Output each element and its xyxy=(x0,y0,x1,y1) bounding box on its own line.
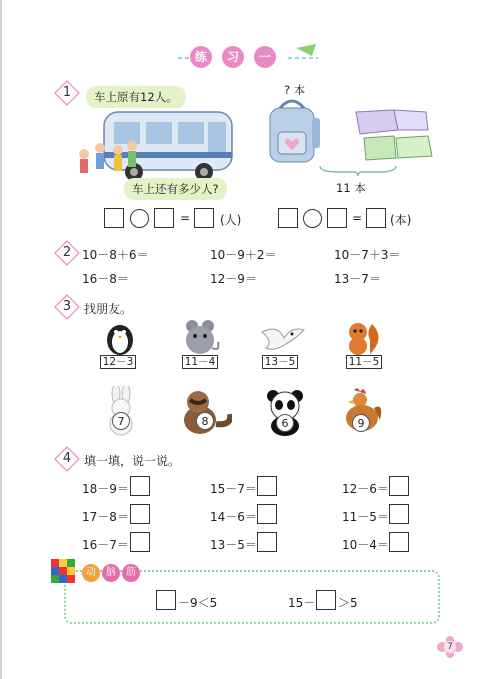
exercise-title xyxy=(190,46,276,68)
operator-circle[interactable] xyxy=(130,209,149,228)
rubiks-cube-icon xyxy=(50,558,76,584)
answer-box[interactable] xyxy=(257,504,277,524)
fill-item: 15－7＝ xyxy=(210,482,257,496)
unit-people: (人) xyxy=(220,213,242,227)
equals-sign: = xyxy=(352,211,363,225)
fill-item: 13－5＝ xyxy=(210,538,257,552)
label-char: 脑 xyxy=(102,564,120,582)
squirrel-icon xyxy=(342,318,384,356)
equation-card[interactable]: 11－4 xyxy=(182,355,218,369)
title-char: 习 xyxy=(222,46,244,68)
inequality-expr: 15－ xyxy=(288,596,316,610)
answer-badge[interactable]: 8 xyxy=(196,412,214,430)
answer-box[interactable] xyxy=(156,590,176,610)
fill-item: 14－6＝ xyxy=(210,510,257,524)
page-number: 7 xyxy=(447,642,453,652)
answer-box[interactable] xyxy=(257,532,277,552)
penguin-icon xyxy=(102,320,138,356)
answer-box[interactable] xyxy=(389,532,409,552)
answer-badge[interactable]: 9 xyxy=(352,414,370,432)
inequality-expr: －9＜5 xyxy=(178,596,218,610)
answer-box[interactable] xyxy=(104,208,124,228)
dove-icon xyxy=(258,322,306,356)
calc-item: 10－7＋3＝ xyxy=(334,248,401,262)
fill-item: 11－5＝ xyxy=(342,510,389,524)
fill-item: 10－4＝ xyxy=(342,538,389,552)
answer-box[interactable] xyxy=(389,476,409,496)
answer-box[interactable] xyxy=(130,476,150,496)
answer-box[interactable] xyxy=(257,476,277,496)
inequality-expr: ＞5 xyxy=(338,596,358,610)
speech-bubble-bottom: 车上还有多少人? xyxy=(124,178,227,200)
books-icon xyxy=(350,108,434,164)
calc-item: 13－7＝ xyxy=(334,272,381,286)
unit-books: (本) xyxy=(390,213,412,227)
equation-card[interactable]: 11－5 xyxy=(346,355,382,369)
bus-icon xyxy=(74,106,236,184)
answer-badge[interactable]: 6 xyxy=(276,414,294,432)
label-char: 动 xyxy=(82,564,100,582)
section-title: 填一填，说一说。 xyxy=(84,454,181,468)
answer-box[interactable] xyxy=(154,208,174,228)
section-number-1: 1 xyxy=(54,80,80,106)
answer-badge[interactable]: 7 xyxy=(112,412,130,430)
calc-item: 10－9＋2＝ xyxy=(210,248,277,262)
backpack-icon xyxy=(264,98,326,164)
title-char: 一 xyxy=(254,46,276,68)
answer-box[interactable] xyxy=(278,208,298,228)
calc-item: 16－8＝ xyxy=(82,272,129,286)
fill-item: 16－7＝ xyxy=(82,538,129,552)
brain-teaser-label xyxy=(82,564,140,582)
fill-item: 17－8＝ xyxy=(82,510,129,524)
fill-item: 12－6＝ xyxy=(342,482,389,496)
unknown-books-label: ? 本 xyxy=(284,83,306,97)
calc-item: 10－8＋6＝ xyxy=(82,248,149,262)
total-books-label: 11 本 xyxy=(336,181,366,195)
equation-card[interactable]: 12－3 xyxy=(100,355,136,369)
equals-sign: = xyxy=(180,211,191,225)
title-char: 练 xyxy=(190,46,212,68)
page-edge xyxy=(0,0,2,679)
fill-item: 18－9＝ xyxy=(82,482,129,496)
brace-icon xyxy=(318,164,398,176)
section-number-3: 3 xyxy=(54,294,80,320)
speech-bubble-top: 车上原有12人。 xyxy=(86,86,186,108)
answer-box[interactable] xyxy=(389,504,409,524)
answer-box[interactable] xyxy=(130,504,150,524)
answer-box[interactable] xyxy=(130,532,150,552)
operator-circle[interactable] xyxy=(303,209,322,228)
section-number-4: 4 xyxy=(54,446,80,472)
answer-box[interactable] xyxy=(194,208,214,228)
answer-box[interactable] xyxy=(316,590,336,610)
section-title: 找朋友。 xyxy=(84,302,133,316)
answer-box[interactable] xyxy=(366,208,386,228)
mouse-icon xyxy=(180,318,222,356)
answer-box[interactable] xyxy=(327,208,347,228)
label-char: 筋 xyxy=(122,564,140,582)
equation-card[interactable]: 13－5 xyxy=(262,355,298,369)
section-number-2: 2 xyxy=(54,240,80,266)
calc-item: 12－9＝ xyxy=(210,272,257,286)
